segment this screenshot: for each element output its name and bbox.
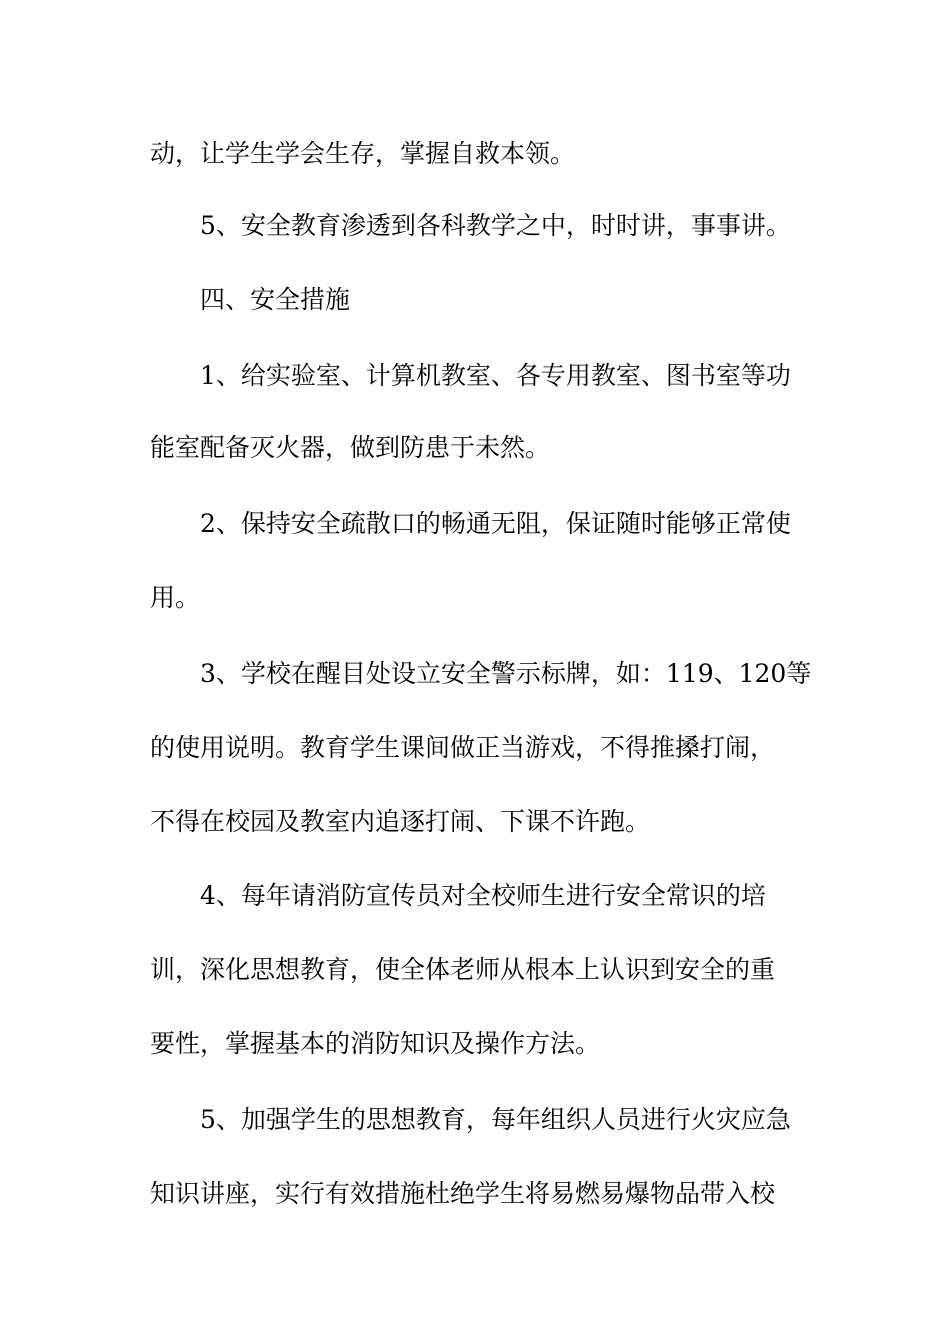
list-item-4-line-3: 要性，掌握基本的消防知识及操作方法。	[150, 1029, 601, 1058]
list-item-3-line-3: 不得在校园及教室内追逐打闹、下课不许跑。	[150, 807, 651, 836]
list-item-5-line-1: 5、加强学生的思想教育，每年组织人员进行火灾应急	[200, 1105, 791, 1134]
list-item-2-line-1: 2、保持安全疏散口的畅通无阻，保证随时能够正常使	[200, 509, 791, 538]
list-item-2-line-2: 用。	[150, 583, 201, 612]
list-item-3-line-2: 的使用说明。教育学生课间做正当游戏，不得推搡打闹，	[150, 733, 776, 762]
list-item-1-line-1: 1、给实验室、计算机教室、各专用教室、图书室等功	[200, 361, 791, 390]
section-heading-safety-measures: 四、安全措施	[200, 285, 351, 314]
list-item-1-line-2: 能室配备灭火器，做到防患于未然。	[150, 433, 551, 462]
list-item-3-line-1: 3、学校在醒目处设立安全警示标牌，如：119、120等	[200, 659, 812, 688]
list-item-5-education: 5、安全教育渗透到各科教学之中，时时讲，事事讲。	[200, 211, 791, 240]
list-item-4-line-1: 4、每年请消防宣传员对全校师生进行安全常识的培	[200, 881, 766, 910]
list-item-4-line-2: 训，深化思想教育，使全体老师从根本上认识到安全的重	[150, 955, 776, 984]
text-line-continuation: 动，让学生学会生存，掌握自救本领。	[150, 139, 576, 168]
list-item-5-line-2: 知识讲座，实行有效措施杜绝学生将易燃易爆物品带入校	[150, 1179, 776, 1208]
